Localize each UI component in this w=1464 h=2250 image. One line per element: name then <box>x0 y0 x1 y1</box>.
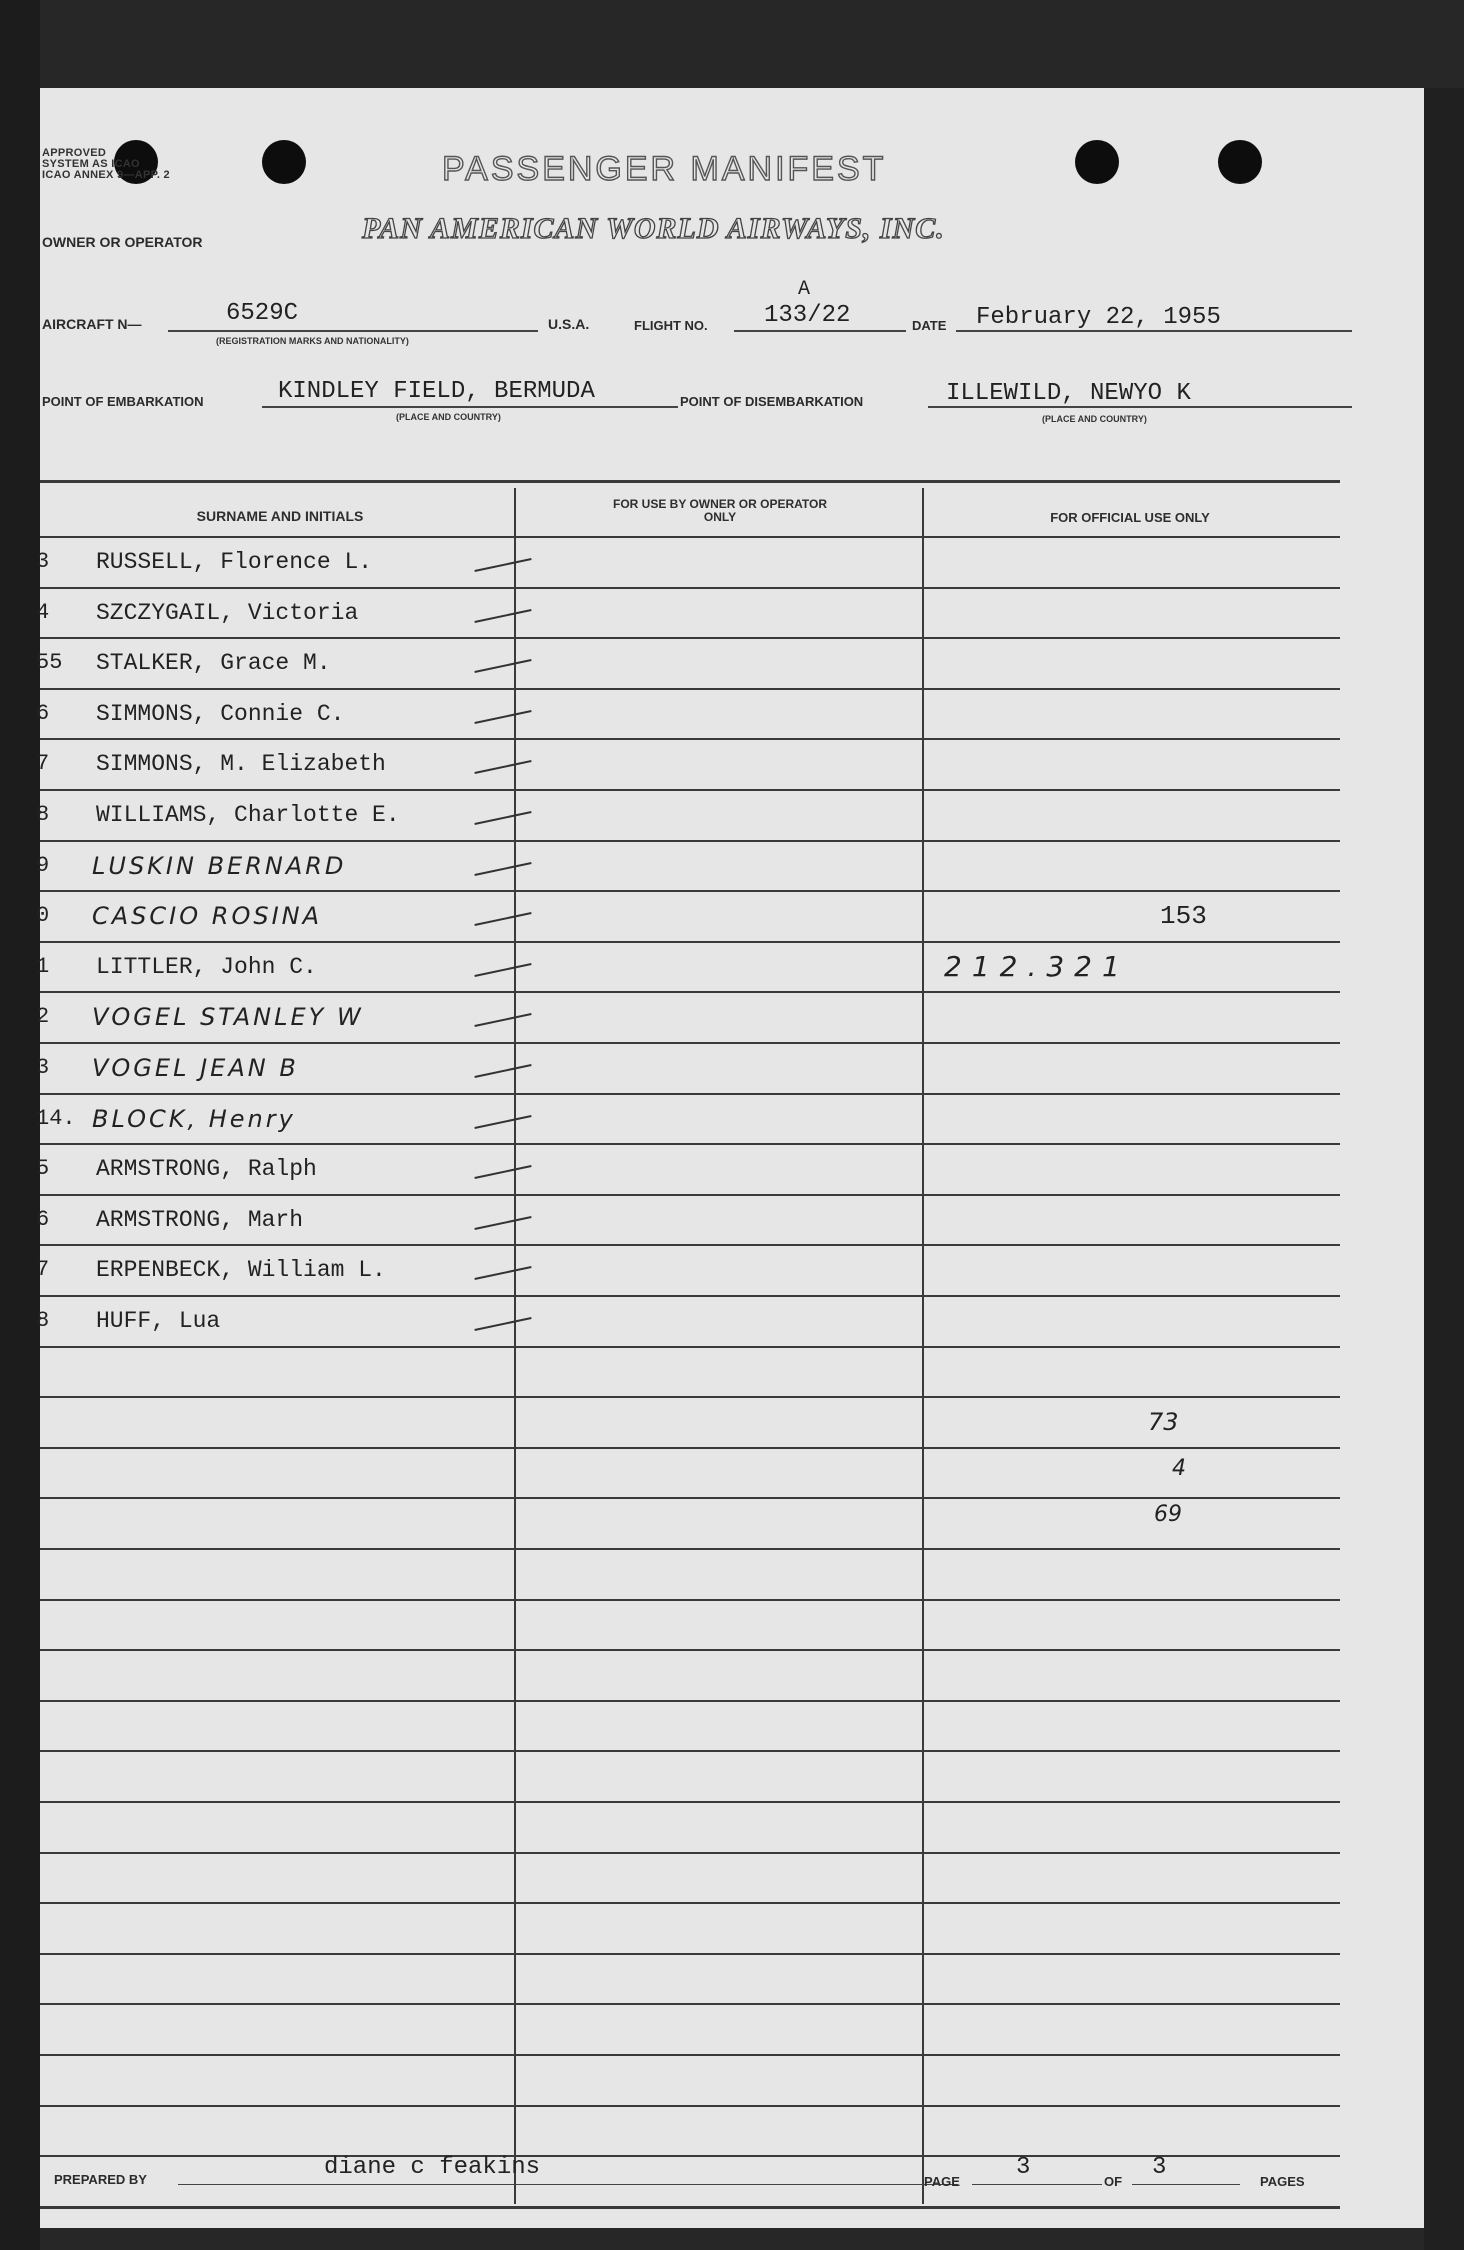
place-note: (PLACE AND COUNTRY) <box>396 412 501 422</box>
row-number: 4 <box>36 600 50 625</box>
place-note: (PLACE AND COUNTRY) <box>1042 414 1147 424</box>
passenger-name: RUSSELL, Florence L. <box>96 549 373 575</box>
table-rule <box>40 1143 1340 1145</box>
passenger-name: STALKER, Grace M. <box>96 650 331 676</box>
table-rule <box>40 1396 1340 1398</box>
table-rule <box>40 1497 1340 1499</box>
check-mark <box>474 760 531 774</box>
scanner-edge <box>0 0 40 2250</box>
date-label: DATE <box>912 318 947 333</box>
row-number: 7 <box>36 751 50 776</box>
passenger-name: SIMMONS, M. Elizabeth <box>96 751 386 777</box>
passenger-name: VOGEL STANLEY W <box>92 1003 364 1031</box>
row-number: 1 <box>36 954 50 979</box>
prepared-label: PREPARED BY <box>54 2172 147 2187</box>
punch-hole <box>1075 140 1119 184</box>
passenger-name: SIMMONS, Connie C. <box>96 701 345 727</box>
passenger-name: SZCZYGAIL, Victoria <box>96 600 359 626</box>
passenger-name: WILLIAMS, Charlotte E. <box>96 802 400 828</box>
col-header-official: FOR OFFICIAL USE ONLY <box>1050 510 1210 525</box>
table-rule <box>40 789 1340 791</box>
owner-label: OWNER OR OPERATOR <box>42 234 203 250</box>
flight-label: FLIGHT NO. <box>634 318 708 333</box>
col-header-operator: FOR USE BY OWNER OR OPERATOR ONLY <box>612 497 828 524</box>
manifest-page <box>36 88 1424 2228</box>
table-rule <box>40 840 1340 842</box>
approval-line: SYSTEM AS ICAO <box>42 158 140 170</box>
table-top-border <box>40 480 1340 483</box>
of-label: OF <box>1104 2174 1123 2189</box>
table-rule <box>40 688 1340 690</box>
prepared-value: diane c feakins <box>324 2154 541 2181</box>
row-number: 5 <box>36 1156 50 1181</box>
row-number: 6 <box>36 701 50 726</box>
table-rule <box>40 2155 1340 2157</box>
check-mark <box>474 1266 531 1280</box>
row-number: 0 <box>36 903 50 928</box>
company-name: PAN AMERICAN WORLD AIRWAYS, INC. <box>362 212 945 245</box>
flight-value: 133/22 <box>764 302 851 329</box>
table-rule <box>40 890 1340 892</box>
disembarkation-label: POINT OF DISEMBARKATION <box>680 394 864 409</box>
date-value: February 22, 1955 <box>976 304 1221 331</box>
embarkation-underline <box>262 406 678 408</box>
table-rule <box>40 1953 1340 1955</box>
of-value: 3 <box>1152 2154 1167 2181</box>
page-value: 3 <box>1016 2154 1031 2181</box>
table-rule <box>40 1599 1340 1601</box>
passenger-name: VOGEL JEAN B <box>92 1054 299 1082</box>
table-rule <box>40 738 1340 740</box>
row-number: 55 <box>36 650 63 675</box>
check-mark <box>474 1317 531 1331</box>
table-rule <box>40 1852 1340 1854</box>
approval-line: APPROVED <box>42 147 107 159</box>
check-mark <box>474 558 531 572</box>
passenger-name: ARMSTRONG, Marh <box>96 1207 304 1233</box>
row-number: 2 <box>36 1004 50 1029</box>
official-note: 153 <box>1160 901 1207 931</box>
tally-value: 4 <box>1172 1456 1186 1481</box>
official-note: 212.321 <box>944 950 1130 983</box>
row-number: 8 <box>36 802 50 827</box>
table-rule <box>40 2003 1340 2005</box>
table-rule <box>40 941 1340 943</box>
table-rule <box>40 587 1340 589</box>
table-rule <box>40 1042 1340 1044</box>
table-rule <box>40 1447 1340 1449</box>
pages-label: PAGES <box>1260 2174 1305 2189</box>
row-number: 6 <box>36 1207 50 1232</box>
embarkation-value: KINDLEY FIELD, BERMUDA <box>278 378 595 405</box>
check-mark <box>474 1216 531 1230</box>
page-label: PAGE <box>924 2174 960 2189</box>
punch-hole <box>1218 140 1262 184</box>
page-title: PASSENGER MANIFEST <box>442 150 887 188</box>
check-mark <box>474 710 531 724</box>
check-mark <box>474 609 531 623</box>
table-rule <box>40 1649 1340 1651</box>
row-number: 7 <box>36 1257 50 1282</box>
embarkation-label: POINT OF EMBARKATION <box>42 394 204 409</box>
row-number: 14. <box>36 1106 76 1131</box>
tally-value: 73 <box>1148 1408 1179 1436</box>
registration-note: (REGISTRATION MARKS AND NATIONALITY) <box>216 336 409 346</box>
passenger-name: ARMSTRONG, Ralph <box>96 1156 317 1182</box>
usa-label: U.S.A. <box>548 316 590 332</box>
table-bottom-border <box>40 2206 1340 2209</box>
check-mark <box>474 862 531 876</box>
check-mark <box>474 1165 531 1179</box>
table-rule <box>40 536 1340 538</box>
prepared-underline <box>178 2184 958 2185</box>
flight-underline <box>734 330 906 332</box>
check-mark <box>474 1064 531 1078</box>
disembarkation-value: ILLEWILD, NEWYO K <box>946 380 1191 407</box>
passenger-name: HUFF, Lua <box>96 1308 221 1334</box>
check-mark <box>474 1013 531 1027</box>
passenger-name: LITTLER, John C. <box>96 954 317 980</box>
check-mark <box>474 811 531 825</box>
table-rule <box>40 1093 1340 1095</box>
table-rule <box>40 2105 1340 2107</box>
check-mark <box>474 963 531 977</box>
check-mark <box>474 912 531 926</box>
row-number: 3 <box>36 549 50 574</box>
passenger-name: ERPENBECK, William L. <box>96 1257 386 1283</box>
table-rule <box>40 1244 1340 1246</box>
table-rule <box>40 1902 1340 1904</box>
passenger-name: BLOCK, Henry <box>92 1105 296 1133</box>
table-rule <box>40 2054 1340 2056</box>
approval-block <box>42 148 170 181</box>
passenger-name: CASCIO ROSINA <box>92 902 323 930</box>
row-number: 3 <box>36 1055 50 1080</box>
row-number: 8 <box>36 1308 50 1333</box>
flight-suffix: A <box>798 278 811 301</box>
table-rule <box>40 637 1340 639</box>
table-rule <box>40 1801 1340 1803</box>
aircraft-value: 6529C <box>226 300 299 327</box>
page-underline <box>972 2184 1102 2185</box>
tally-value: 69 <box>1154 1502 1182 1527</box>
table-rule <box>40 991 1340 993</box>
approval-line: ICAO ANNEX 9—APP. 2 <box>42 169 170 181</box>
check-mark <box>474 659 531 673</box>
table-rule <box>40 1295 1340 1297</box>
punch-hole <box>262 140 306 184</box>
check-mark <box>474 1115 531 1129</box>
scanner-edge-right <box>1424 88 1464 2250</box>
table-rule <box>40 1548 1340 1550</box>
passenger-name: LUSKIN BERNARD <box>92 852 347 880</box>
table-rule <box>40 1700 1340 1702</box>
col-header-surname: SURNAME AND INITIALS <box>196 508 364 524</box>
table-rule <box>40 1194 1340 1196</box>
of-underline <box>1132 2184 1240 2185</box>
aircraft-underline <box>168 330 538 332</box>
table-rule <box>40 1346 1340 1348</box>
row-number: 9 <box>36 853 50 878</box>
table-rule <box>40 1750 1340 1752</box>
aircraft-label: AIRCRAFT N— <box>42 316 142 332</box>
